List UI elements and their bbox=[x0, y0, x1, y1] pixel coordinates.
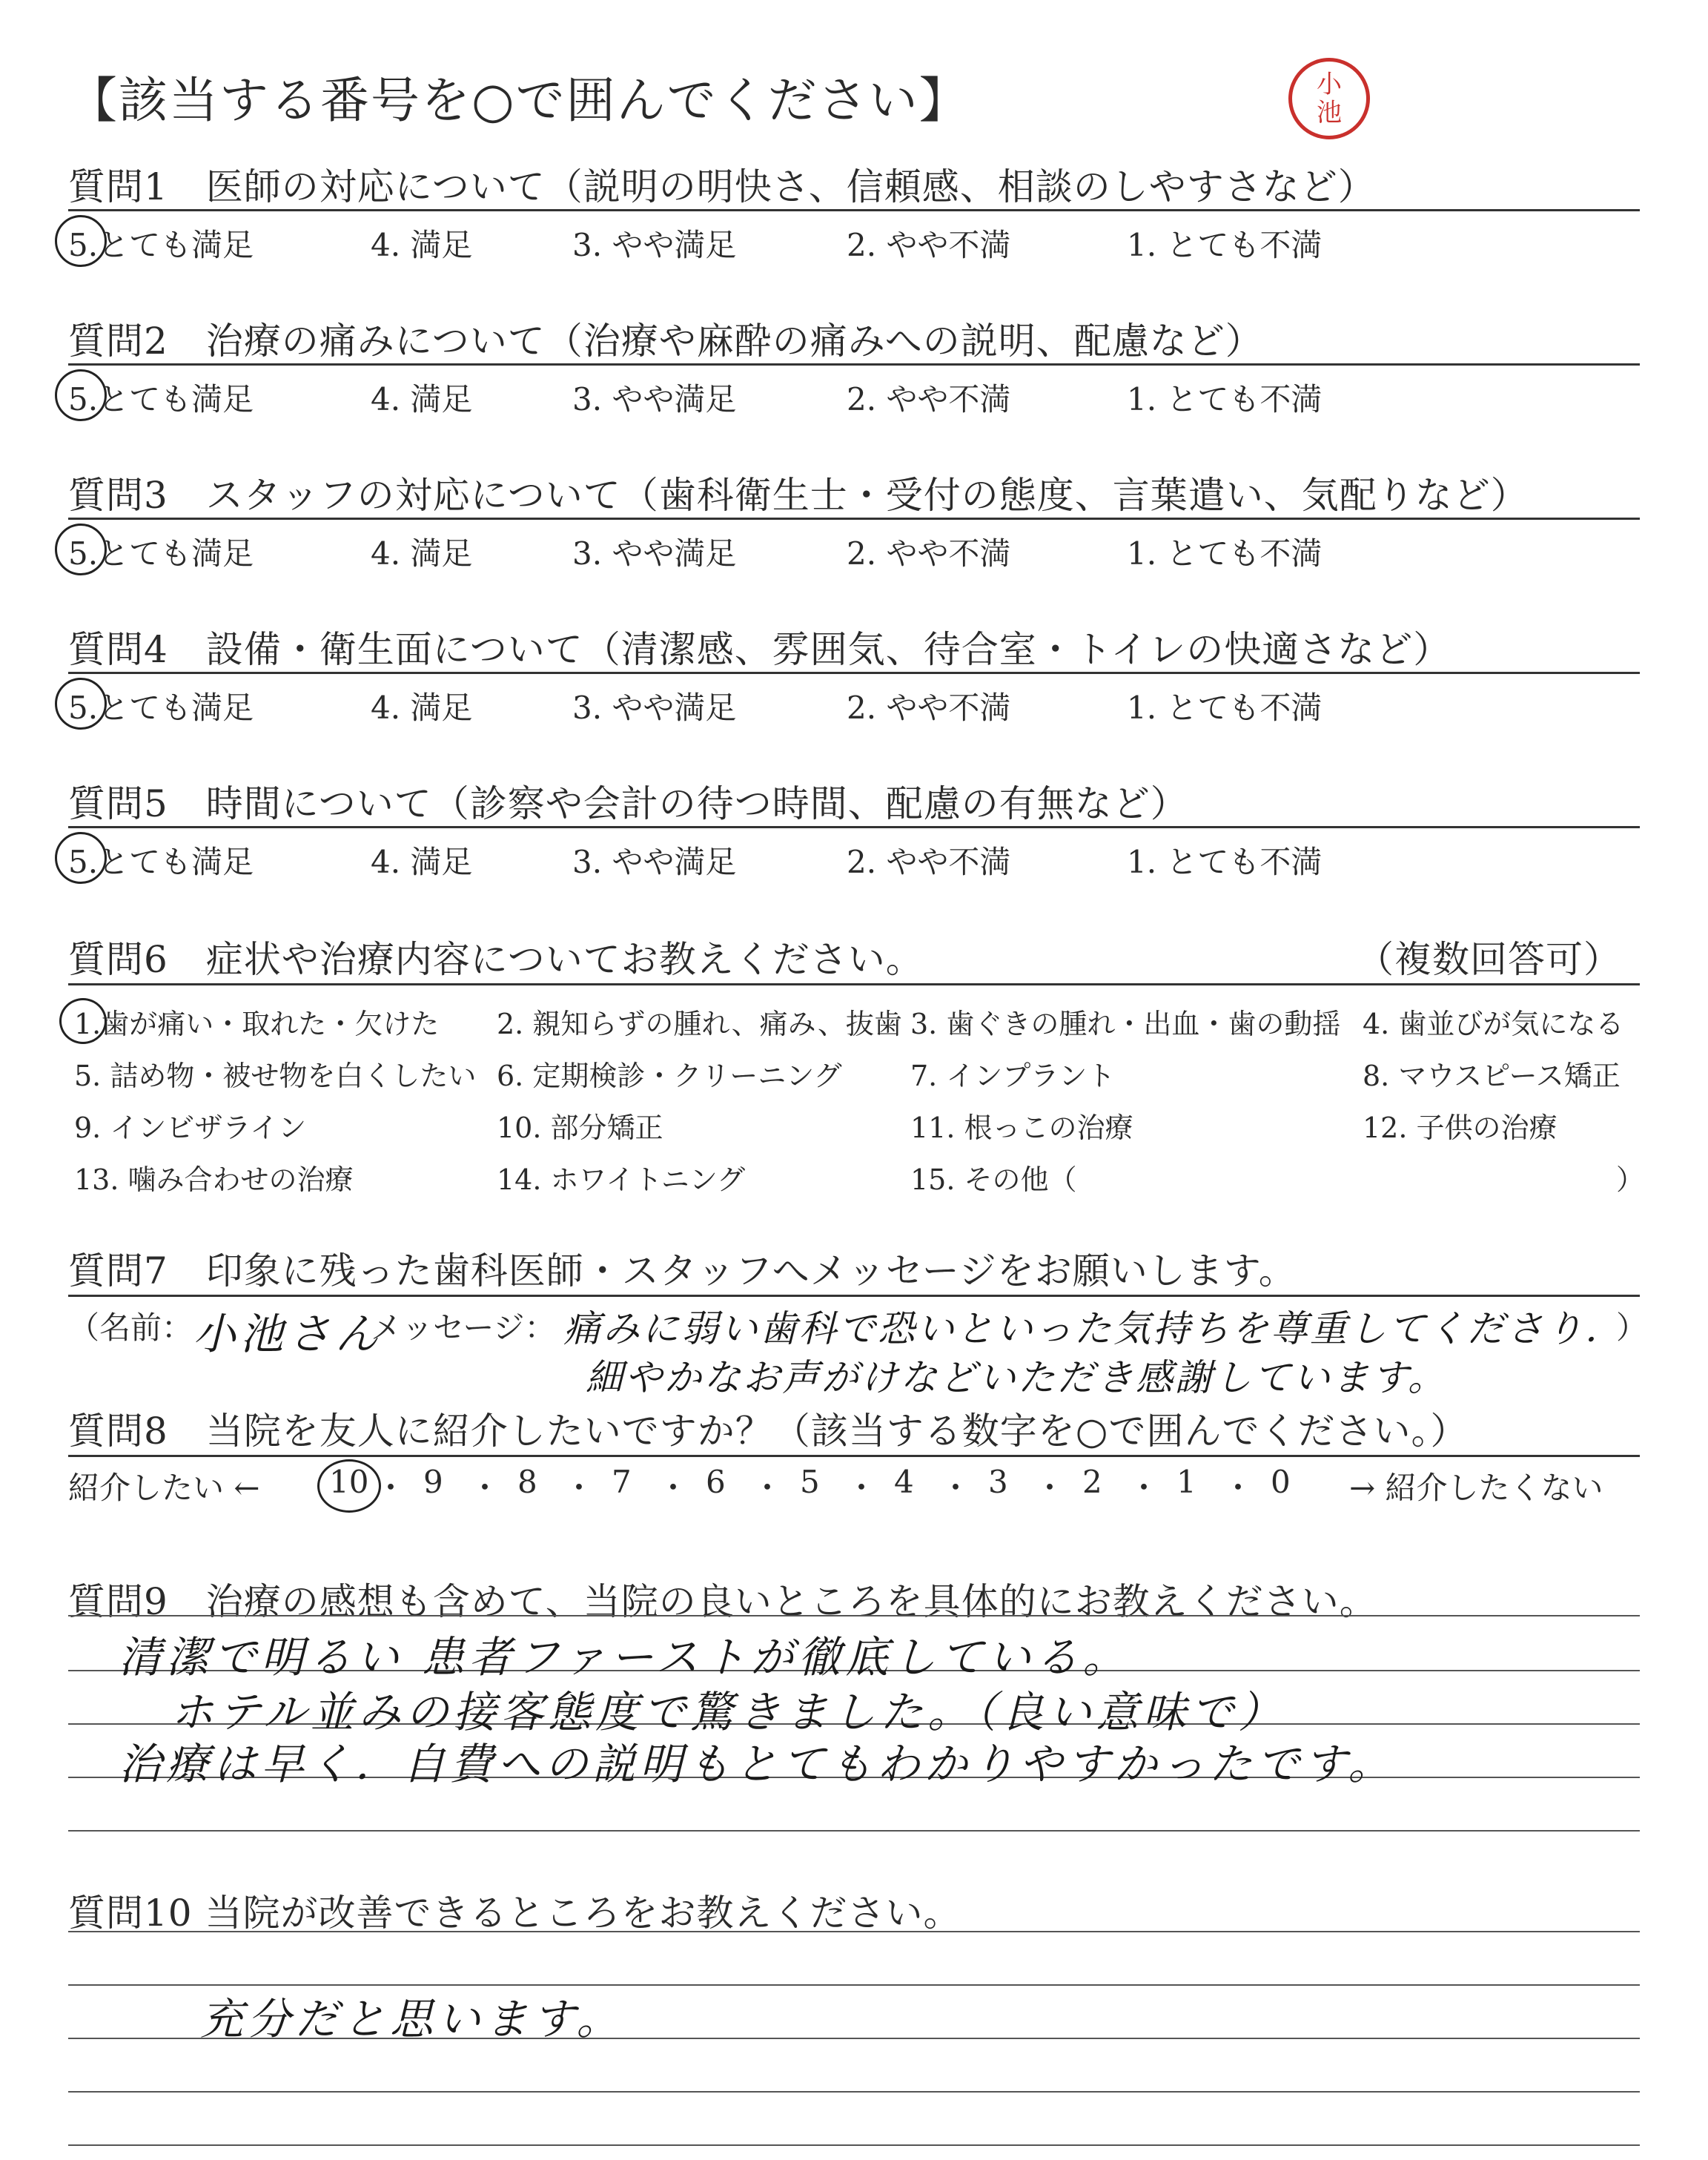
q1-heading: 質問1 医師の対応について（説明の明快さ、信頼感、相談のしやすさなど） bbox=[68, 165, 1376, 208]
q8-heading: 質問8 当院を友人に紹介したいですか？（該当する数字を○で囲んでください。） bbox=[68, 1410, 1469, 1453]
q2-heading: 質問2 治療の痛みについて（治療や麻酔の痛みへの説明、配慮など） bbox=[68, 320, 1263, 363]
q7-message-label: メッセージ： bbox=[371, 1309, 556, 1346]
q7-heading: 質問7 印象に残った歯科医師・スタッフへメッセージをお願いします。 bbox=[68, 1249, 1297, 1292]
q6-option-13[interactable]: 13. 噛み合わせの治療 bbox=[74, 1163, 354, 1196]
q8-separator-dot: ・ bbox=[1034, 1470, 1066, 1506]
q1-option-2[interactable]: 2. やや不満 bbox=[847, 227, 1011, 263]
q6-option-3[interactable]: 3. 歯ぐきの腫れ・出血・歯の動揺 bbox=[910, 1008, 1341, 1040]
q6-heading: 質問6 症状や治療内容についてお教えください。 bbox=[68, 938, 924, 981]
q3-option-1[interactable]: 1. とても不満 bbox=[1127, 535, 1323, 572]
q4-option-4[interactable]: 4. 満足 bbox=[371, 690, 473, 726]
q8-score-0[interactable]: 0 bbox=[1271, 1464, 1291, 1500]
form-title: 【該当する番号を○で囲んでください】 bbox=[68, 72, 970, 129]
q8-separator-dot: ・ bbox=[1222, 1470, 1254, 1506]
q4-option-3[interactable]: 3. やや満足 bbox=[572, 690, 737, 726]
q10-answer-line bbox=[68, 2091, 1640, 2093]
q6-option-2[interactable]: 2. 親知らずの腫れ、痛み、抜歯 bbox=[497, 1008, 902, 1040]
q4-rule bbox=[68, 672, 1640, 674]
q5-option-1[interactable]: 1. とても不満 bbox=[1127, 844, 1323, 880]
q7-name-label: （名前： bbox=[68, 1309, 193, 1346]
q6-selected-circle bbox=[59, 998, 107, 1044]
q8-separator-dot: ・ bbox=[1128, 1470, 1160, 1506]
q2-option-2[interactable]: 2. やや不満 bbox=[847, 381, 1011, 417]
q8-separator-dot: ・ bbox=[469, 1470, 501, 1506]
q8-rule bbox=[68, 1455, 1640, 1457]
q3-option-4[interactable]: 4. 満足 bbox=[371, 535, 473, 572]
q6-option-15[interactable]: 15. その他（ bbox=[910, 1163, 1077, 1196]
q5-option-3[interactable]: 3. やや満足 bbox=[572, 844, 737, 880]
q8-separator-dot: ・ bbox=[752, 1470, 784, 1506]
q1-rule bbox=[68, 209, 1640, 211]
q6-option-11[interactable]: 11. 根っこの治療 bbox=[910, 1112, 1133, 1144]
q2-rule bbox=[68, 363, 1640, 366]
q6-multiple-note: （複数回答可） bbox=[1357, 938, 1621, 981]
q8-score-10[interactable]: 10 bbox=[329, 1464, 369, 1500]
q9-answer-text-1[interactable]: 清潔で明るい 患者ファーストが徹底している。 bbox=[119, 1632, 1131, 1682]
q6-option-8[interactable]: 8. マウスピース矯正 bbox=[1363, 1060, 1621, 1092]
q8-score-5[interactable]: 5 bbox=[800, 1464, 820, 1500]
q8-left-label: 紹介したい ← bbox=[68, 1470, 260, 1506]
q8-score-6[interactable]: 6 bbox=[706, 1464, 726, 1500]
q9-answer-text-2[interactable]: ホテル並みの接客態度で驚きました。（良い意味で） bbox=[171, 1687, 1286, 1737]
q6-option-5[interactable]: 5. 詰め物・被せ物を白くしたい bbox=[74, 1060, 477, 1092]
q8-score-9[interactable]: 9 bbox=[423, 1464, 443, 1500]
q8-score-7[interactable]: 7 bbox=[612, 1464, 632, 1500]
q2-option-5[interactable]: 5.とても満足 bbox=[68, 381, 254, 417]
q6-option-6[interactable]: 6. 定期検診・クリーニング bbox=[497, 1060, 842, 1092]
q1-option-4[interactable]: 4. 満足 bbox=[371, 227, 473, 263]
seal-char-1: 小 bbox=[1317, 70, 1342, 99]
q1-selected-circle bbox=[55, 215, 107, 267]
q6-rule bbox=[68, 983, 1640, 985]
q10-heading: 質問10 当院が改善できるところをお教えください。 bbox=[68, 1892, 961, 1935]
q2-selected-circle bbox=[55, 369, 107, 421]
q3-rule bbox=[68, 518, 1640, 520]
q5-option-4[interactable]: 4. 満足 bbox=[371, 844, 473, 880]
q7-close-paren: ） bbox=[1616, 1309, 1648, 1346]
q5-rule bbox=[68, 826, 1640, 828]
q8-selected-circle bbox=[317, 1459, 381, 1513]
q4-option-1[interactable]: 1. とても不満 bbox=[1127, 690, 1323, 726]
q6-option-7[interactable]: 7. インプラント bbox=[910, 1060, 1116, 1092]
q2-option-1[interactable]: 1. とても不満 bbox=[1127, 381, 1323, 417]
q8-score-4[interactable]: 4 bbox=[894, 1464, 914, 1500]
q10-answer-text-1[interactable]: 充分だと思います。 bbox=[200, 1994, 624, 2044]
q4-option-2[interactable]: 2. やや不満 bbox=[847, 690, 1011, 726]
seal-char-2: 池 bbox=[1317, 98, 1342, 128]
q9-answer-text-3[interactable]: 治療は早く．自費への説明もとてもわかりやすかったです。 bbox=[119, 1739, 1396, 1789]
personal-seal-stamp bbox=[1288, 58, 1370, 139]
q8-score-8[interactable]: 8 bbox=[517, 1464, 537, 1500]
q9-answer-line bbox=[68, 1615, 1640, 1616]
q1-option-1[interactable]: 1. とても不満 bbox=[1127, 227, 1323, 263]
q6-option-1[interactable]: 1.歯が痛い・取れた・欠けた bbox=[74, 1008, 440, 1040]
q8-separator-dot: ・ bbox=[658, 1470, 689, 1506]
q8-separator-dot: ・ bbox=[375, 1470, 407, 1506]
q3-option-2[interactable]: 2. やや不満 bbox=[847, 535, 1011, 572]
q6-option-14[interactable]: 14. ホワイトニング bbox=[497, 1163, 746, 1196]
q8-separator-dot: ・ bbox=[563, 1470, 595, 1506]
q4-option-5[interactable]: 5.とても満足 bbox=[68, 690, 254, 726]
q3-option-5[interactable]: 5.とても満足 bbox=[68, 535, 254, 572]
q6-option-9[interactable]: 9. インビザライン bbox=[74, 1112, 307, 1144]
q6-option-12[interactable]: 12. 子供の治療 bbox=[1363, 1112, 1558, 1144]
q1-option-5[interactable]: 5.とても満足 bbox=[68, 227, 254, 263]
q10-answer-line bbox=[68, 2144, 1640, 2146]
q4-heading: 質問4 設備・衛生面について（清潔感、雰囲気、待合室・トイレの快適さなど） bbox=[68, 628, 1452, 671]
q1-option-3[interactable]: 3. やや満足 bbox=[572, 227, 737, 263]
q3-option-3[interactable]: 3. やや満足 bbox=[572, 535, 737, 572]
q8-score-2[interactable]: 2 bbox=[1082, 1464, 1102, 1500]
q4-selected-circle bbox=[55, 678, 107, 730]
q2-option-3[interactable]: 3. やや満足 bbox=[572, 381, 737, 417]
q6-option-10[interactable]: 10. 部分矯正 bbox=[497, 1112, 663, 1144]
q9-answer-line bbox=[68, 1830, 1640, 1832]
q3-heading: 質問3 スタッフの対応について（歯科衛生士・受付の態度、言葉遣い、気配りなど） bbox=[68, 474, 1529, 517]
q8-score-3[interactable]: 3 bbox=[988, 1464, 1008, 1500]
q5-heading: 質問5 時間について（診察や会計の待つ時間、配慮の有無など） bbox=[68, 782, 1188, 825]
q8-score-1[interactable]: 1 bbox=[1176, 1464, 1196, 1500]
q2-option-4[interactable]: 4. 満足 bbox=[371, 381, 473, 417]
q7-message-line2[interactable]: 細やかなお声がけなどいただき感謝しています。 bbox=[586, 1356, 1447, 1399]
q6-option-16: ） bbox=[1616, 1163, 1645, 1196]
q6-option-4[interactable]: 4. 歯並びが気になる bbox=[1363, 1008, 1624, 1040]
q5-option-5[interactable]: 5.とても満足 bbox=[68, 844, 254, 880]
q8-separator-dot: ・ bbox=[940, 1470, 972, 1506]
q7-message-line1[interactable]: 痛みに弱い歯科で恐いといった気持ちを尊重してくださり． bbox=[563, 1307, 1624, 1350]
q3-selected-circle bbox=[55, 524, 107, 575]
q8-right-label: → 紹介したくない bbox=[1349, 1470, 1603, 1506]
q5-option-2[interactable]: 2. やや不満 bbox=[847, 844, 1011, 880]
q8-separator-dot: ・ bbox=[846, 1470, 878, 1506]
q5-selected-circle bbox=[55, 832, 107, 884]
q9-heading: 質問9 治療の感想も含めて、当院の良いところを具体的にお教えください。 bbox=[68, 1580, 1377, 1623]
q10-answer-line bbox=[68, 1931, 1640, 1932]
q7-name-value[interactable]: 小池さん bbox=[193, 1309, 383, 1359]
q7-rule bbox=[68, 1295, 1640, 1297]
